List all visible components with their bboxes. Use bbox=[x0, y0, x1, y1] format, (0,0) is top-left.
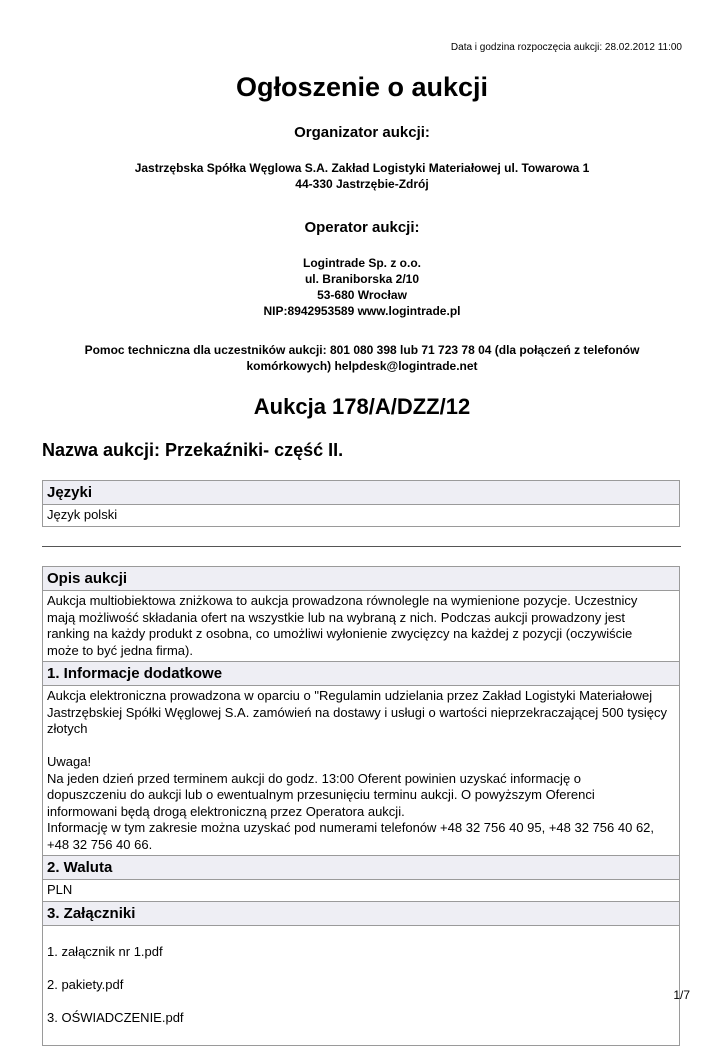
description-body: Aukcja multiobiektowa zniżkowa to aukcja prowadzona równolegle na wymienione pozycje. Uczestnicy mają możliwość składania ofert na wszystkie lub na wybraną z nich. Podczas aukcji prowadzony jest ranking na każdy produkt z osobna, co umożliwi wyłonienie zwycięzcy na każdej z pozycji (oczywiście może to być jedna firma). bbox=[47, 593, 638, 658]
attachment-link[interactable]: 1. załącznik nr 1.pdf bbox=[47, 944, 163, 959]
info-body: Aukcja elektroniczna prowadzona w oparciu o "Regulamin udzielania przez Zakład Logistyki Materiałowej Jastrzębskiej Spółki Węglowej S.A. zamówień na dostawy i usługi o wartości nieprzekraczającej 500 tysięcy złotych Uwaga! Na jeden dzień przed terminem aukcji do godz. 13:00 Oferent powinien uzyskać informację o dopuszczeniu do aukcji lub o ewentualnym przesunięciu terminu aukcji. O powyższym Oferenci informowani będą drogą elektroniczną przez Operatora aukcji. Informację w tym zakresie można uzyskać pod numerami telefonów +48 32 756 40 95, +48 32 756 40 62, +48 32 756 40 66. bbox=[47, 688, 667, 852]
languages-heading: Języki bbox=[43, 481, 679, 505]
support-line1: Pomoc techniczna dla uczestników aukcji: 801 080 398 lub 71 723 78 04 (dla połączeń z telefonów bbox=[84, 343, 640, 357]
operator-heading: Operator aukcji: bbox=[304, 219, 420, 236]
page-title: Ogłoszenie o aukcji bbox=[235, 72, 489, 102]
operator-section bbox=[40, 219, 684, 319]
organizer-line2: 44-330 Jastrzębie-Zdrój bbox=[295, 177, 429, 191]
organizer-section bbox=[40, 124, 684, 192]
attachment-link[interactable]: 2. pakiety.pdf bbox=[47, 977, 124, 992]
info-heading: 1. Informacje dodatkowe bbox=[43, 661, 679, 686]
page-number: 1/7 bbox=[673, 988, 690, 1002]
auction-number: Aukcja 178/A/DZZ/12 bbox=[253, 394, 471, 419]
languages-value: Język polski bbox=[47, 507, 118, 522]
currency-heading: 2. Waluta bbox=[43, 855, 679, 880]
attachment-link[interactable]: 3. OŚWIADCZENIE.pdf bbox=[47, 1010, 184, 1025]
auction-name: Nazwa aukcji: Przekaźniki- część II. bbox=[42, 440, 344, 460]
support-section bbox=[40, 342, 684, 374]
languages-box bbox=[42, 480, 680, 527]
organizer-line1: Jastrzębska Spółka Węglowa S.A. Zakład Logistyki Materiałowej ul. Towarowa 1 bbox=[134, 161, 590, 175]
support-line2: komórkowych) helpdesk@logintrade.net bbox=[246, 359, 478, 373]
attachments-list bbox=[43, 926, 679, 1046]
operator-line4: NIP:8942953589 www.logintrade.pl bbox=[263, 304, 461, 318]
currency-body: PLN bbox=[47, 882, 73, 897]
operator-line1: Logintrade Sp. z o.o. bbox=[303, 256, 421, 270]
description-heading: Opis aukcji bbox=[43, 567, 679, 591]
organizer-heading: Organizator aukcji: bbox=[294, 124, 430, 141]
operator-line3: 53-680 Wrocław bbox=[317, 288, 407, 302]
details-box bbox=[42, 566, 680, 1046]
auction-start-datetime: Data i godzina rozpoczęcia aukcji: 28.02.2012 11:00 bbox=[450, 42, 682, 53]
operator-line2: ul. Braniborska 2/10 bbox=[304, 272, 420, 286]
attachments-heading: 3. Załączniki bbox=[43, 901, 679, 926]
section-divider bbox=[42, 546, 681, 547]
